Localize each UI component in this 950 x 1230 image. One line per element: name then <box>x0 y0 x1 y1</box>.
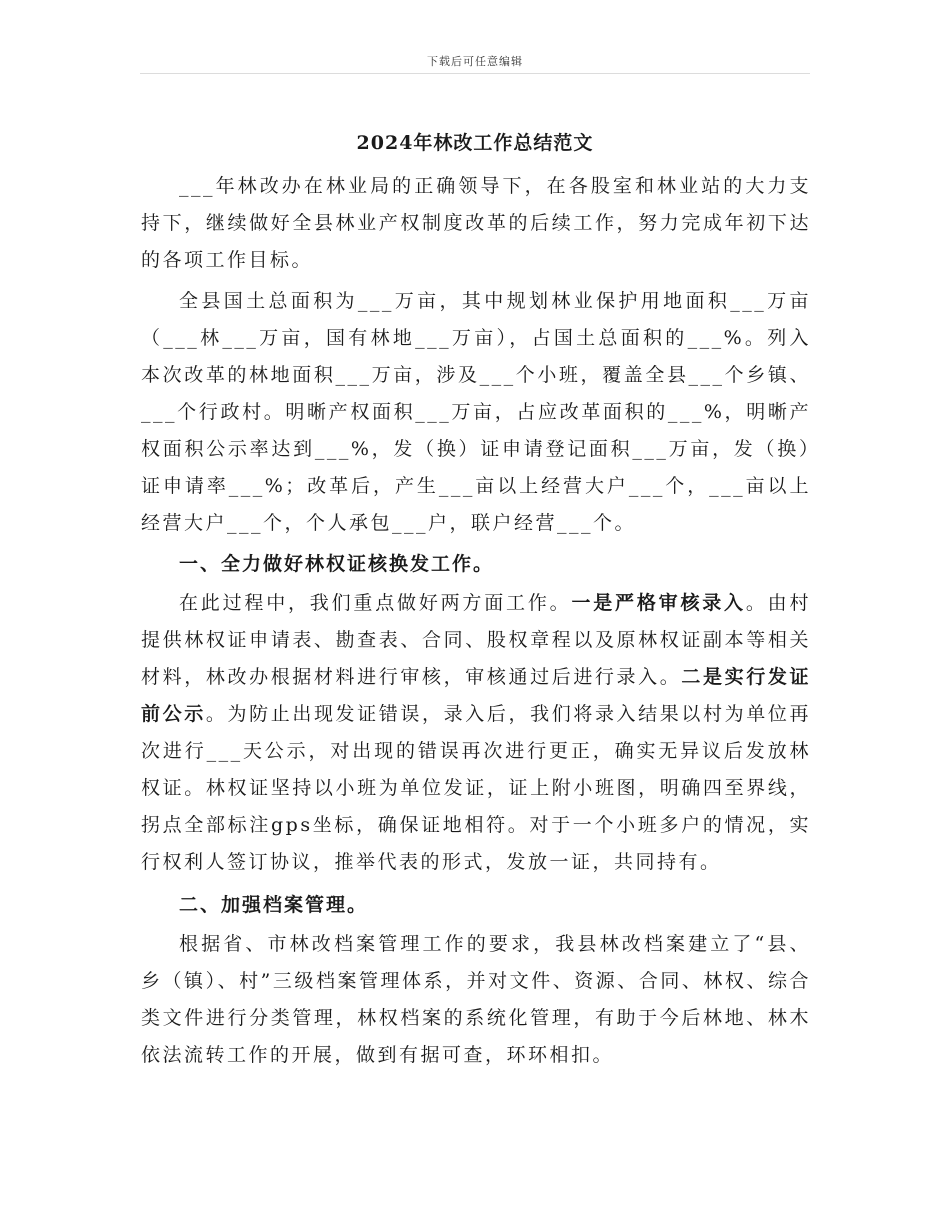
page-header: 下载后可任意编辑 <box>427 55 523 68</box>
header-divider <box>140 73 810 74</box>
document-body <box>141 168 811 1078</box>
section-1-text-b: 。由村提供林权证申请表、勘查表、合同、股权章程以及原林权证副本等相关材料，林改办根据材料进行审核，审核通过后进行录入。 <box>141 592 811 688</box>
section-1-emphasis-2: 二是实行发证前公示 <box>141 666 811 725</box>
section-2-heading: 二、加强档案管理。 <box>179 894 369 916</box>
document-title: 2024年林改工作总结范文 <box>356 132 594 154</box>
section-1-emphasis-1: 一是严格审核录入 <box>571 592 746 614</box>
section-1-paragraph <box>141 585 811 881</box>
section-2-paragraph: 根据省、市林改档案管理工作的要求，我县林改档案建立了“县、乡（镇）、村”三级档案管理体系，并对文件、资源、合同、林权、综合类文件进行分类管理，林权档案的系统化管理，有助于今后林地、林木依法流转工作的开展，做到有据可查，环环相扣。 <box>141 933 811 1066</box>
section-1-heading: 一、全力做好林权证核换发工作。 <box>179 553 495 575</box>
statistics-paragraph: 全县国土总面积为___万亩，其中规划林业保护用地面积___万亩（___林___万亩，国有林地___万亩），占国土总面积的___%。列入本次改革的林地面积___万亩，涉及___个小班，覆盖全县___个乡镇、___个行政村。明晰产权面积___万亩，占应改革面积的___%，明晰产权面积公示率达到___%，发（换）证申请登记面积___万亩，发（换）证申请率___%；改革后，产生___亩以上经营大户___个，___亩以上经营大户___个，个人承包___户，联户经营___个。 <box>141 290 811 534</box>
intro-paragraph: ___年林改办在林业局的正确领导下，在各股室和林业站的大力支持下，继续做好全县林业产权制度改革的后续工作，努力完成年初下达的各项工作目标。 <box>141 175 811 271</box>
section-1-text-a: 在此过程中，我们重点做好两方面工作。 <box>179 592 572 614</box>
section-1-text-c: 。为防止出现发证错误，录入后，我们将录入结果以村为单位再次进行___天公示，对出现的错误再次进行更正，确实无异议后发放林权证。林权证坚持以小班为单位发证，证上附小班图，明确四至界线，拐点全部标注gps坐标，确保证地相符。对于一个小班多户的情况，实行权利人签订协议，推举代表的形式，发放一证，共同持有。 <box>141 703 811 873</box>
